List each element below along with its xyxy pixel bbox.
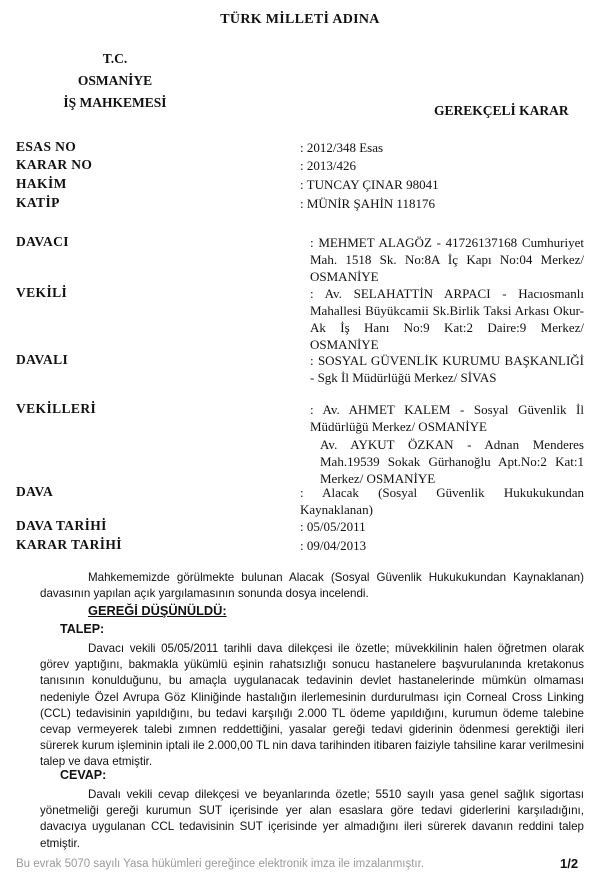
esas-no-label: ESAS NO (16, 139, 77, 154)
davali-value: : SOSYAL GÜVENLİK KURUMU BAŞKANLIĞİ - Sgk İl Müdürlüğü Merkez/ SİVAS (310, 353, 584, 385)
court-name (40, 48, 190, 114)
katip-label: KATİP (16, 195, 60, 210)
e-signature-notice: Bu evrak 5070 sayılı Yasa hükümleri gereğince elektronik imza ile imzalanmıştır. (16, 858, 425, 870)
intro-paragraph: Mahkememizde görülmekte bulunan Alacak (Sosyal Güvenlik Hukukukundan Kaynaklanan) davasının yapılan açık yargılamasının sonunda dosya incelendi. (40, 571, 584, 601)
dava-tarihi-value: : 05/05/2011 (300, 519, 366, 534)
vekilleri-label: VEKİLLERİ (16, 401, 97, 416)
vekili-label: VEKİLİ (16, 285, 68, 300)
court-line-city: OSMANİYE (77, 73, 153, 88)
karar-no-label: KARAR NO (16, 157, 93, 172)
vekilleri-value-2: Av. AYKUT ÖZKAN - Adnan Menderes Mah.19539 Sokak Gürhanoğlu Apt.No:2 Kat:1 Merkez/ OSMANİYE (320, 437, 584, 486)
dava-tarihi-label: DAVA TARİHİ (16, 518, 107, 533)
davali-label: DAVALI (16, 352, 69, 367)
vekilleri-value-1: : Av. AHMET KALEM - Sosyal Güvenlik İl Müdürlüğü Merkez/ OSMANİYE (310, 402, 584, 434)
cevap-paragraph: Davalı vekili cevap dilekçesi ve beyanlarında özetle; 5510 sayılı yasa genel sağlık sigortası yönetmeliği gereği kurumun SUT içerisinde yer alan esaslara göre tedavi giderlerini karşıladığını, davacıya uygulanan CCL tedavisinin SUT içerisinde yer almadığını ileri sürerek davanın reddini talep etmiştir. (40, 788, 584, 850)
hakim-value: : TUNCAY ÇINAR 98041 (300, 177, 439, 192)
section-heading: GEREĞİ DÜŞÜNÜLDÜ: (88, 603, 227, 618)
document-type: GEREKÇELİ KARAR (434, 103, 569, 118)
document-title: TÜRK MİLLETİ ADINA (220, 12, 380, 27)
katip-value: : MÜNİR ŞAHİN 118176 (300, 196, 435, 211)
karar-tarihi-label: KARAR TARİHİ (16, 537, 122, 552)
talep-paragraph: Davacı vekili 05/05/2011 tarihli dava dilekçesi ile özetle; müvekkilinin halen öğretmen olarak görev yaptığını, bakmakla yükümlü eşinin rahatsızlığı sonucu hastanelere başvurulanında kretakonus tanısının konulduğunu, bu amaçla uygulanacak tedavinin devlet hastanelerinde mümkün olmaması nedeniyle Özel Avrupa Göz Kliniğinde hastalığın ilerlemesinin durdurulması için Corneal Cross Linking (CCL) tedavisinin yapıldığını, bu tedavi karşılığı 2.000 TL ödeme yapıldığını, kurumun ödeme talebine cevap vermeyerek talebi zımnen reddettiğini, yasalar gereği tedavi giderinin ödenmesi gerektiği ileri sürerek kurum işleminin iptali ile 2.000,00 TL nin dava tarihinden itibaren faiziyle tahsiline karar verilmesini talep ve dava etmiştir. (40, 642, 584, 769)
davaci-label: DAVACI (16, 234, 69, 249)
dava-value: : Alacak (Sosyal Güvenlik Hukukukundan Kaynaklanan) (300, 485, 584, 517)
karar-tarihi-value: : 09/04/2013 (300, 538, 367, 553)
esas-no-value: : 2012/348 Esas (300, 140, 384, 155)
cevap-heading: CEVAP: (60, 768, 107, 782)
vekili-value: : Av. SELAHATTİN ARPACI - Hacıosmanlı Mahallesi Büyükcamii Sk.Birlik Taksi Arkası Okur-Ak İş Hanı No:9 Kat:2 Daire:9 Merkez/ OSMANİYE (310, 286, 584, 352)
karar-no-value: : 2013/426 (300, 158, 356, 173)
page-number: 1/2 (560, 856, 579, 871)
talep-heading: TALEP: (60, 622, 105, 636)
dava-label: DAVA (16, 484, 54, 499)
hakim-label: HAKİM (16, 176, 67, 191)
court-line-court: İŞ MAHKEMESİ (63, 95, 167, 110)
davaci-value: : MEHMET ALAGÖZ - 41726137168 Cumhuriyet Mah. 1518 Sk. No:8A İç Kapı No:04 Merkez/ OSMANİYE (310, 235, 584, 284)
court-line-tc: T.C. (102, 51, 128, 66)
